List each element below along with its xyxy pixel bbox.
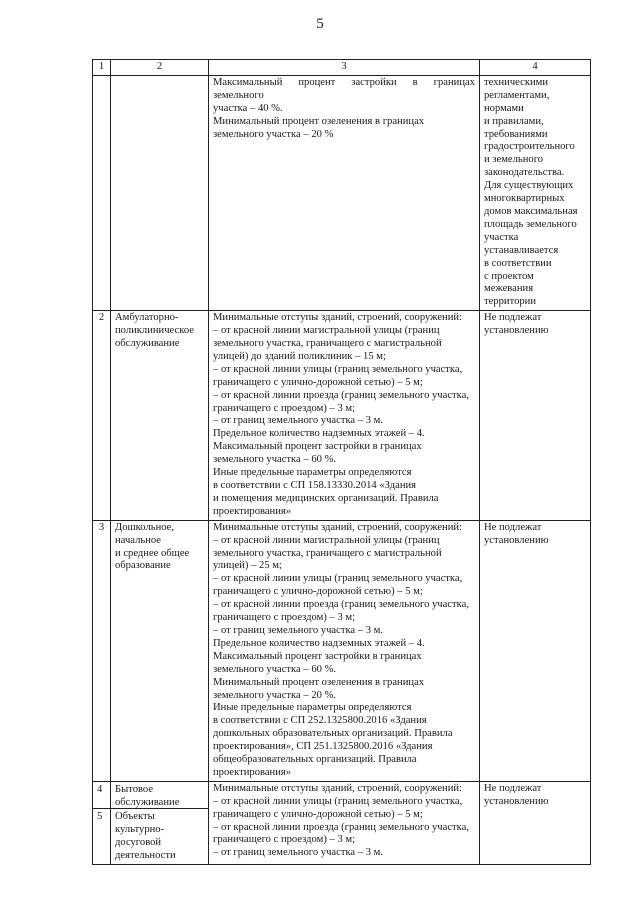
note-line: регламентами, xyxy=(484,89,550,101)
note-line: законодательства. xyxy=(484,167,565,179)
param-line: граничащего с проездом) – 3 м; xyxy=(213,834,356,846)
row-number-cell: 3 xyxy=(93,520,111,781)
param-line: общеобразовательных организаций. Правила xyxy=(213,754,417,766)
note-line: и правилами, xyxy=(484,115,544,127)
name-line: Дошкольное, xyxy=(115,521,175,533)
name-line: образование xyxy=(115,560,171,572)
table-header-row xyxy=(93,60,591,76)
table-row-4-5 xyxy=(93,781,591,865)
row-name-cell xyxy=(111,75,209,310)
name-line: деятельности xyxy=(115,849,176,861)
row-params-cell xyxy=(209,75,480,310)
row-number-cell xyxy=(93,75,111,310)
note-line: требованиями xyxy=(484,128,548,140)
note-line: домов максимальная xyxy=(484,205,578,217)
row-note-cell xyxy=(480,75,591,310)
name-line: обслуживание xyxy=(115,338,180,350)
note-line: с проектом xyxy=(484,270,534,282)
param-line: – от красной линии улицы (границ земельного участка, xyxy=(213,795,463,807)
param-line: проектирования», СП 251.1325800.2016 «Здания xyxy=(213,741,433,753)
param-line: земельного участка, граничащего с магистральной xyxy=(213,338,442,350)
regulations-table xyxy=(92,59,591,865)
param-line: – от границ земельного участка – 3 м. xyxy=(213,624,384,636)
note-line: Не подлежат xyxy=(484,782,542,794)
param-line: Минимальные отступы зданий, строений, сооружений: xyxy=(213,521,462,533)
param-line: в соответствии с СП 252.1325800.2016 «Здания xyxy=(213,715,427,727)
table-row-3 xyxy=(93,520,591,781)
param-line: земельного участка – 20 % xyxy=(213,128,334,140)
name-line: и среднее общее xyxy=(115,547,190,559)
param-line: граничащего с проездом) – 3 м; xyxy=(213,612,356,624)
param-line: улицей) – 25 м; xyxy=(213,560,282,572)
param-line: – от красной линии улицы (границ земельного участка, xyxy=(213,363,463,375)
param-line: земельного участка – 60 %. xyxy=(213,454,337,466)
param-line: граничащего с улично-дорожной сетью) – 5 м; xyxy=(213,808,423,820)
note-line: установлению xyxy=(484,795,549,807)
param-line: Максимальный процент застройки в границах xyxy=(213,650,422,662)
param-line: и помещения медицинских организаций. Правила xyxy=(213,492,439,504)
param-line: – от красной линии проезда (границ земельного участка, xyxy=(213,389,470,401)
name-line: Объекты xyxy=(115,810,155,822)
param-line: – от красной линии магистральной улицы (границ xyxy=(213,325,440,337)
param-line: Минимальные отступы зданий, строений, сооружений: xyxy=(213,312,462,324)
param-line: граничащего с улично-дорожной сетью) – 5 м; xyxy=(213,376,423,388)
note-line: территории xyxy=(484,296,537,308)
note-line: участка xyxy=(484,231,519,243)
row-params-cell xyxy=(209,520,480,781)
row-number-cell: 2 xyxy=(93,311,111,521)
note-line: устанавливается xyxy=(484,244,559,256)
note-line: установлению xyxy=(484,325,549,337)
row-name-cell xyxy=(111,520,209,781)
param-line: Минимальный процент озеленения в границах xyxy=(213,115,425,127)
note-line: Для существующих xyxy=(484,180,574,192)
note-line: площадь земельного xyxy=(484,218,577,230)
name-row-5 xyxy=(111,809,208,865)
name-line: начальное xyxy=(115,534,161,546)
row-name-cell xyxy=(111,311,209,521)
param-line: – от красной линии проезда (границ земельного участка, xyxy=(213,821,470,833)
table-row-continued xyxy=(93,75,591,310)
param-line: Максимальный процент застройки в границах xyxy=(213,441,422,453)
name-line: досуговой xyxy=(115,836,162,848)
note-line: в соответствии xyxy=(484,257,552,269)
page-number: 5 xyxy=(316,16,324,32)
header-col-4: 4 xyxy=(480,60,591,76)
note-line: установлению xyxy=(484,534,549,546)
param-line: – от красной линии проезда (границ земельного участка, xyxy=(213,599,470,611)
note-line: Не подлежат xyxy=(484,521,542,533)
row-params-cell xyxy=(209,781,480,865)
note-line: нормами xyxy=(484,102,524,114)
param-line: земельного участка, граничащего с магистральной xyxy=(213,547,442,559)
name-line: Амбулаторно- xyxy=(115,312,179,324)
param-line: проектирования» xyxy=(213,766,292,778)
row-number-4: 4 xyxy=(93,782,110,809)
row-number-5: 5 xyxy=(97,810,103,822)
param-line: – от красной линии магистральной улицы (границ xyxy=(213,534,440,546)
param-line: – от границ земельного участка – 3 м. xyxy=(213,415,384,427)
param-line: граничащего с улично-дорожной сетью) – 5 м; xyxy=(213,586,423,598)
param-line: – от границ земельного участка – 3 м. xyxy=(213,847,384,859)
param-line: Иные предельные параметры определяются xyxy=(213,467,412,479)
param-line: проектирования» xyxy=(213,505,292,517)
note-line: градостроительного xyxy=(484,141,575,153)
param-line: Минимальный процент озеленения в границах xyxy=(213,676,425,688)
param-line: земельного участка – 20 %. xyxy=(213,689,337,701)
param-line: земельного участка – 60 %. xyxy=(213,663,337,675)
param-line: граничащего с проездом) – 3 м; xyxy=(213,402,356,414)
row-note-cell xyxy=(480,781,591,865)
row-note-cell xyxy=(480,520,591,781)
param-line: в соответствии с СП 158.13330.2014 «Здания xyxy=(213,480,417,491)
name-line: культурно- xyxy=(115,823,165,835)
param-line: Предельное количество надземных этажей – 4. xyxy=(213,637,425,649)
name-row-4 xyxy=(111,782,208,809)
param-line: участка – 40 %. xyxy=(213,102,283,114)
row-number-cell xyxy=(93,781,111,865)
row-params-cell xyxy=(209,311,480,521)
note-line: и земельного xyxy=(484,154,544,166)
note-line: многоквартирных xyxy=(484,193,565,205)
param-line: Иные предельные параметры определяются xyxy=(213,702,412,714)
note-line: техническими xyxy=(484,76,549,88)
param-line: Минимальные отступы зданий, строений, сооружений: xyxy=(213,782,462,794)
header-col-3: 3 xyxy=(209,60,480,76)
name-line: поликлиническое xyxy=(115,325,194,337)
header-col-1: 1 xyxy=(93,60,111,76)
note-line: Не подлежат xyxy=(484,312,542,324)
param-line: Предельное количество надземных этажей – 4. xyxy=(213,428,425,440)
row-name-cell xyxy=(111,781,209,865)
param-line: улицей) до зданий поликлиник – 15 м; xyxy=(213,350,386,362)
name-line: Бытовое xyxy=(115,783,154,795)
note-line: межевания xyxy=(484,283,534,295)
param-line: дошкольных образовательных организаций. Правила xyxy=(213,728,453,740)
table-row-2 xyxy=(93,311,591,521)
name-line: обслуживание xyxy=(115,796,180,808)
header-col-2: 2 xyxy=(111,60,209,76)
row-note-cell xyxy=(480,311,591,521)
param-line: – от красной линии улицы (границ земельного участка, xyxy=(213,573,463,585)
param-line: Максимальный процент застройки в границах земельного xyxy=(213,76,475,101)
